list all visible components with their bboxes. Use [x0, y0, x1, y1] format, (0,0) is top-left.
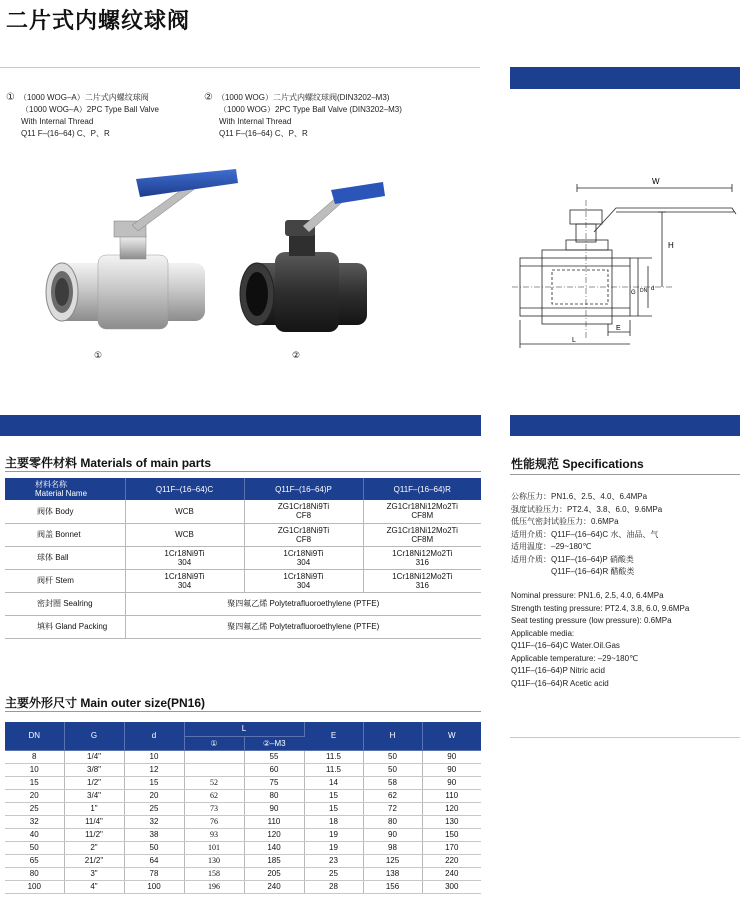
cell-w: 90 [422, 750, 481, 763]
spec-en-line: Seat testing pressure (low pressure): 0.6MPa [511, 616, 672, 625]
cell-dn: 20 [5, 789, 64, 802]
cell-e: 11.5 [304, 750, 363, 763]
cell-d: 38 [124, 828, 184, 841]
table-row [5, 592, 481, 615]
material-label: 球体 Ball [5, 546, 125, 569]
material-value-c [125, 569, 244, 592]
cell-g: 1" [64, 802, 124, 815]
cell-l1 [184, 750, 244, 763]
specs-en-list [511, 590, 689, 690]
cell-d: 100 [124, 880, 184, 893]
cell-w: 110 [422, 789, 481, 802]
cell-e: 11.5 [304, 763, 363, 776]
value-line: ZG1Cr18Ni12Mo2Ti [386, 525, 458, 535]
cell-w: 300 [422, 880, 481, 893]
cell-d: 10 [124, 750, 184, 763]
cell-h: 62 [363, 789, 422, 802]
spec-end-rule [510, 737, 740, 738]
table-row [5, 815, 481, 828]
spec-cn-line: 强度试验压力：PT2.4、3.8、6.0、9.6MPa [511, 504, 663, 514]
cell-l2: 205 [244, 867, 304, 880]
value-line: 1Cr18Ni12Mo2Ti [392, 548, 453, 558]
cell-l1: 93 [184, 828, 244, 841]
cell-e: 15 [304, 789, 363, 802]
value-line: CF8M [411, 534, 434, 544]
header-l: L [184, 722, 304, 736]
value-line: 1Cr18Ni9Ti [164, 548, 205, 558]
cell-g: 4" [64, 880, 124, 893]
cell-dn: 65 [5, 854, 64, 867]
spec-en-line: Applicable temperature: –29~180℃ [511, 653, 639, 663]
material-label: 填料 Gland Packing [5, 615, 125, 638]
valve-dimension-drawing [512, 170, 747, 360]
cell-w: 240 [422, 867, 481, 880]
drawing-label-dn: DN [640, 288, 648, 294]
cell-h: 156 [363, 880, 422, 893]
product2-thread: With Internal Thread [219, 117, 292, 126]
product1-description [6, 92, 159, 140]
cell-g: 1/4" [64, 750, 124, 763]
material-value-all: 聚四氟乙烯 Polytetrafluoroethylene (PTFE) [125, 615, 481, 638]
cell-d: 64 [124, 854, 184, 867]
table-row [5, 523, 481, 546]
header-l1: ① [184, 736, 244, 750]
product1-thread: With Internal Thread [21, 117, 94, 126]
cell-dn: 15 [5, 776, 64, 789]
material-label: 阀盖 Bonnet [5, 523, 125, 546]
materials-table [5, 478, 481, 639]
cell-dn: 50 [5, 841, 64, 854]
product2-title-en: （1000 WOG）2PC Type Ball Valve (DIN3202–M3) [219, 105, 402, 114]
table-row [5, 854, 481, 867]
table-row [5, 802, 481, 815]
product1-title-en: （1000 WOG–A）2PC Type Ball Valve [21, 105, 159, 114]
dimensions-rule [5, 711, 481, 712]
cell-e: 25 [304, 867, 363, 880]
cell-l1: 62 [184, 789, 244, 802]
header-l2: ②–M3 [244, 736, 304, 750]
spec-cn-line: 适用介质：Q11F–(16–64)P 硝酸类 [511, 554, 634, 564]
drawing-label-d: d [651, 286, 655, 292]
table-row [5, 789, 481, 802]
product2-title-cn: （1000 WOG）二片式内螺纹球阀(DIN3202–M3) [216, 93, 390, 102]
product2-description [204, 92, 402, 140]
cell-g: 2" [64, 841, 124, 854]
table-row [5, 776, 481, 789]
specs-section-title: 性能规范 Specifications [511, 457, 644, 471]
cell-h: 80 [363, 815, 422, 828]
page-title: 二片式内螺纹球阀 [6, 9, 191, 34]
spec-en-line: Nominal pressure: PN1.6, 2.5, 4.0, 6.4MPa [511, 591, 664, 600]
product2-model: Q11 F–(16–64) C、P、R [219, 129, 308, 138]
cell-w: 120 [422, 802, 481, 815]
material-value-c [125, 546, 244, 569]
cell-g: 1/2" [64, 776, 124, 789]
spec-cn-line: 公称压力：PN1.6、2.5、4.0、6.4MPa [511, 492, 648, 501]
cell-e: 28 [304, 880, 363, 893]
cell-d: 78 [124, 867, 184, 880]
cell-h: 125 [363, 854, 422, 867]
product2-image-label: ② [292, 350, 301, 360]
value-line: CF8M [411, 511, 434, 521]
cell-g: 3/4" [64, 789, 124, 802]
dimensions-header-row [5, 722, 481, 736]
dimensions-body [5, 750, 481, 893]
cell-dn: 32 [5, 815, 64, 828]
header-e: E [304, 722, 363, 750]
product1-marker: ① [6, 92, 15, 103]
section-band-right [510, 415, 740, 436]
cell-h: 58 [363, 776, 422, 789]
cell-l2: 80 [244, 789, 304, 802]
header-h: H [363, 722, 422, 750]
material-value-r [363, 523, 481, 546]
drawing-label-e: E [616, 325, 621, 332]
cell-h: 90 [363, 828, 422, 841]
value-line: CF8 [295, 511, 312, 521]
cell-d: 15 [124, 776, 184, 789]
cell-h: 72 [363, 802, 422, 815]
product1-image-label: ① [94, 350, 103, 360]
cell-g: 11/2" [64, 828, 124, 841]
header-g: G [64, 722, 124, 750]
cell-l1: 196 [184, 880, 244, 893]
value-line: 316 [415, 557, 429, 567]
material-value-p [244, 500, 363, 523]
value-line: ZG1Cr18Ni12Mo2Ti [386, 502, 458, 512]
cell-l1: 158 [184, 867, 244, 880]
cell-h: 98 [363, 841, 422, 854]
value-line: ZG1Cr18Ni9Ti [277, 525, 330, 535]
cell-h: 50 [363, 763, 422, 776]
cell-w: 150 [422, 828, 481, 841]
cell-e: 19 [304, 828, 363, 841]
cell-l2: 90 [244, 802, 304, 815]
cell-l2: 120 [244, 828, 304, 841]
cell-d: 20 [124, 789, 184, 802]
stainless-ball-valve-image [40, 163, 245, 343]
material-value-c: WCB [125, 500, 244, 523]
materials-section-title: 主要零件材料 Materials of main parts [5, 456, 212, 470]
dimensions-table [5, 722, 481, 894]
cell-l1: 130 [184, 854, 244, 867]
material-value-c: WCB [125, 523, 244, 546]
cell-l1: 52 [184, 776, 244, 789]
cell-l2: 140 [244, 841, 304, 854]
cell-h: 138 [363, 867, 422, 880]
cell-g: 3/8" [64, 763, 124, 776]
cell-d: 25 [124, 802, 184, 815]
value-line: 304 [296, 580, 311, 590]
cell-e: 23 [304, 854, 363, 867]
cell-e: 14 [304, 776, 363, 789]
drawing-label-l: L [572, 337, 576, 344]
cell-w: 90 [422, 763, 481, 776]
section-band-left [0, 415, 481, 436]
header-name-en: Material Name [35, 489, 88, 498]
cell-l1: 101 [184, 841, 244, 854]
cell-l2: 55 [244, 750, 304, 763]
table-row [5, 615, 481, 638]
material-value-p [244, 546, 363, 569]
spec-en-line: Q11F–(16–64)C Water.Oil.Gas [511, 641, 620, 650]
black-ball-valve-image [235, 168, 385, 348]
table-row [5, 763, 481, 776]
drawing-label-h: H [668, 241, 674, 250]
material-value-all: 聚四氟乙烯 Polytetrafluoroethylene (PTFE) [125, 592, 481, 615]
header-w: W [422, 722, 481, 750]
cell-e: 19 [304, 841, 363, 854]
spec-en-line: Q11F–(16–64)R Acetic acid [511, 678, 609, 688]
cell-w: 90 [422, 776, 481, 789]
table-row [5, 500, 481, 523]
cell-dn: 40 [5, 828, 64, 841]
cell-dn: 25 [5, 802, 64, 815]
table-row [5, 828, 481, 841]
materials-header-row [5, 478, 481, 500]
spec-cn-line: 低压气密封试验压力：0.6MPa [511, 517, 619, 526]
materials-header-c: Q11F–(16–64)C [125, 478, 244, 500]
table-row [5, 750, 481, 763]
header-name-cn: 材料名称 [35, 480, 67, 489]
cell-w: 130 [422, 815, 481, 828]
value-line: CF8 [295, 534, 312, 544]
cell-l2: 75 [244, 776, 304, 789]
value-line: 1Cr18Ni9Ti [283, 571, 324, 581]
material-value-r [363, 546, 481, 569]
cell-e: 15 [304, 802, 363, 815]
cell-l2: 60 [244, 763, 304, 776]
divider [0, 67, 480, 68]
cell-dn: 8 [5, 750, 64, 763]
drawing-label-w: W [652, 177, 660, 186]
spec-en-line: Strength testing pressure: PT2.4, 3.8, 6.0, 9.6MPa [511, 603, 690, 613]
spec-cn-line: Q11F–(16–64)R 醋酸类 [551, 567, 635, 576]
cell-dn: 100 [5, 880, 64, 893]
cell-l2: 110 [244, 815, 304, 828]
specs-rule [510, 474, 740, 475]
product1-title-cn: （1000 WOG–A）二片式内螺纹球阀 [18, 93, 149, 102]
header-d: d [124, 722, 184, 750]
cell-l2: 240 [244, 880, 304, 893]
cell-g: 11/4" [64, 815, 124, 828]
cell-d: 50 [124, 841, 184, 854]
spec-en-line: Applicable media: [511, 628, 575, 638]
table-row [5, 867, 481, 880]
materials-header-p: Q11F–(16–64)P [244, 478, 363, 500]
material-value-r [363, 569, 481, 592]
dimensions-section-title: 主要外形尺寸 Main outer size(PN16) [5, 696, 206, 710]
material-value-p [244, 523, 363, 546]
value-line: 304 [296, 557, 311, 567]
header-dn: DN [5, 722, 64, 750]
cell-g: 3" [64, 867, 124, 880]
header-band [510, 67, 740, 89]
value-line: 1Cr18Ni9Ti [164, 571, 205, 581]
value-line: 316 [415, 580, 429, 590]
cell-w: 220 [422, 854, 481, 867]
product2-marker: ② [204, 92, 213, 103]
value-line: 1Cr18Ni9Ti [283, 548, 324, 558]
table-row [5, 569, 481, 592]
value-line: 1Cr18Ni12Mo2Ti [392, 571, 453, 581]
spec-en-line: Q11F–(16–64)P Nitric acid [511, 666, 605, 675]
spec-cn-line: 适用介质：Q11F–(16–64)C 水、油品、气 [511, 529, 659, 539]
cell-h: 50 [363, 750, 422, 763]
spec-cn-line: 适用温度：–29~180℃ [511, 542, 592, 551]
cell-l1: 73 [184, 802, 244, 815]
table-row [5, 546, 481, 569]
table-row [5, 841, 481, 854]
cell-l2: 185 [244, 854, 304, 867]
product1-model: Q11 F–(16–64) C、P、R [21, 129, 110, 138]
specs-cn-list [511, 491, 662, 579]
materials-rule [5, 471, 481, 472]
material-label: 密封圈 Sealring [5, 592, 125, 615]
cell-dn: 10 [5, 763, 64, 776]
drawing-label-g: G [631, 290, 636, 296]
materials-header-r: Q11F–(16–64)R [363, 478, 481, 500]
cell-d: 12 [124, 763, 184, 776]
table-row [5, 880, 481, 893]
value-line: 304 [177, 557, 192, 567]
material-value-r [363, 500, 481, 523]
value-line: ZG1Cr18Ni9Ti [277, 502, 330, 512]
value-line: 304 [177, 580, 192, 590]
cell-e: 18 [304, 815, 363, 828]
cell-w: 170 [422, 841, 481, 854]
material-label: 阀体 Body [5, 500, 125, 523]
cell-dn: 80 [5, 867, 64, 880]
cell-g: 21/2" [64, 854, 124, 867]
cell-l1 [184, 763, 244, 776]
cell-d: 32 [124, 815, 184, 828]
materials-header-name [5, 478, 125, 500]
cell-l1: 76 [184, 815, 244, 828]
material-label: 阀杆 Stem [5, 569, 125, 592]
material-value-p [244, 569, 363, 592]
